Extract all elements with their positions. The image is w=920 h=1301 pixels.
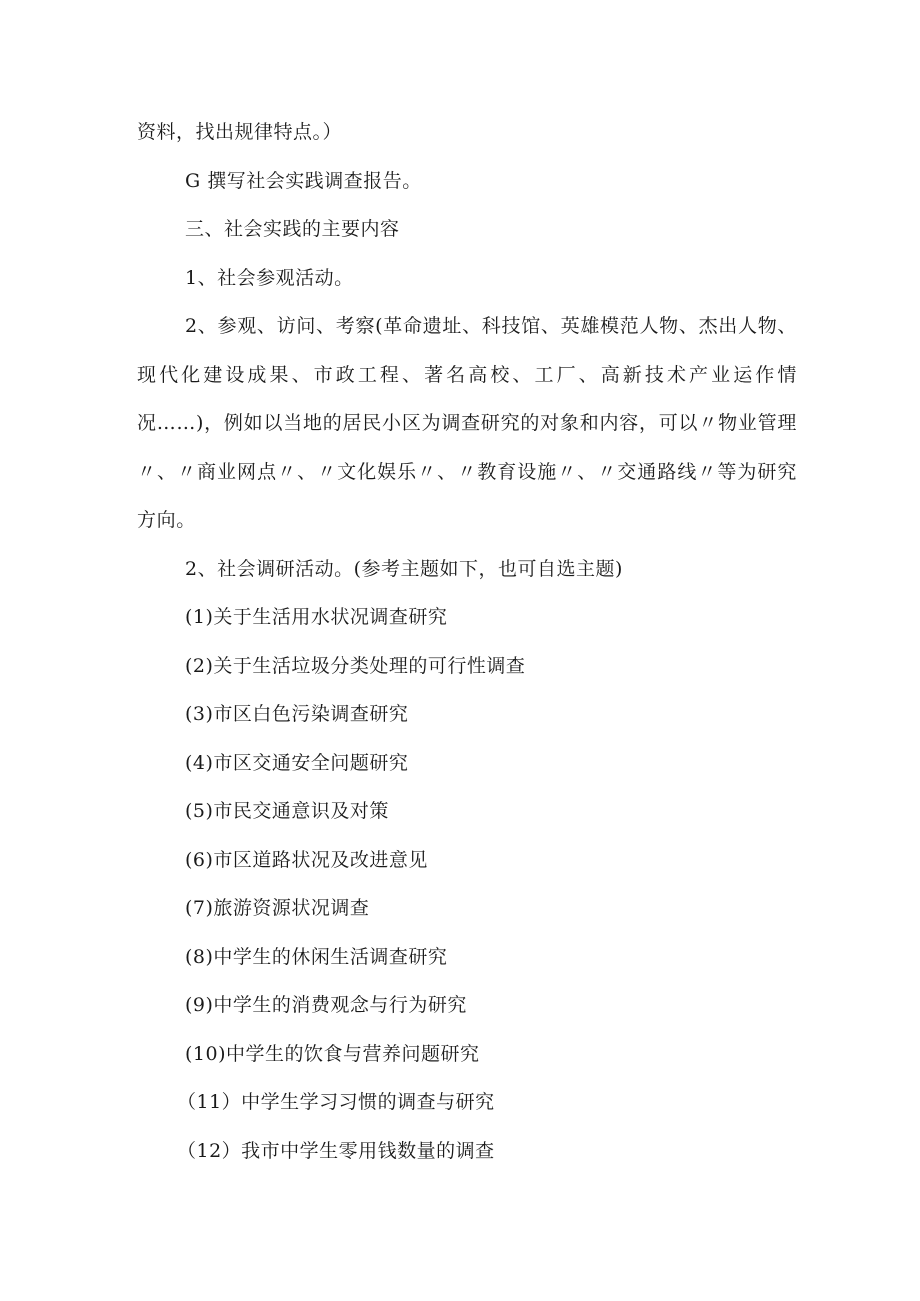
topic-item: (2)关于生活垃圾分类处理的可行性调查 — [185, 654, 526, 677]
paragraph-visit-details: 2、参观、访问、考察(革命遗址、科技馆、英雄模范人物、杰出人物、现代化建设成果、市政工程、著名高校、工厂、高新技术产业运作情况……)，例如以当地的居民小区为调查研究的对象和内容，可以〃物业管理〃、〃商业网点〃、〃文化娱乐〃、〃教育设施〃、〃交通路线〃等为研究方向。 — [137, 315, 797, 531]
text-line-continuation: 资料，找出规律特点。） — [137, 121, 343, 143]
item-social-research: 2、社会调研活动。(参考主题如下，也可自选主题) — [185, 557, 623, 580]
topic-item: (6)市区道路状况及改进意见 — [185, 848, 428, 871]
topic-item: (1)关于生活用水状况调查研究 — [185, 606, 448, 628]
topic-item: (10)中学生的饮食与营养问题研究 — [185, 1042, 480, 1065]
topic-item: (8)中学生的休闲生活调查研究 — [185, 945, 448, 968]
topic-item: (3)市区白色污染调查研究 — [185, 703, 409, 725]
topic-item: （11）中学生学习习惯的调查与研究 — [177, 1091, 495, 1113]
topic-item: （12）我市中学生零用钱数量的调查 — [177, 1139, 495, 1162]
topic-item: (5)市民交通意识及对策 — [185, 800, 389, 822]
item-social-visit: 1、社会参观活动。 — [185, 266, 354, 289]
text-line-report-step: G 撰写社会实践调查报告。 — [185, 169, 422, 192]
topic-item: (9)中学生的消费观念与行为研究 — [185, 994, 467, 1016]
section-heading-main-content: 三、社会实践的主要内容 — [185, 218, 400, 240]
topic-item: (4)市区交通安全问题研究 — [185, 751, 409, 774]
topic-item: (7)旅游资源状况调查 — [185, 897, 370, 919]
document-body — [137, 108, 797, 1175]
